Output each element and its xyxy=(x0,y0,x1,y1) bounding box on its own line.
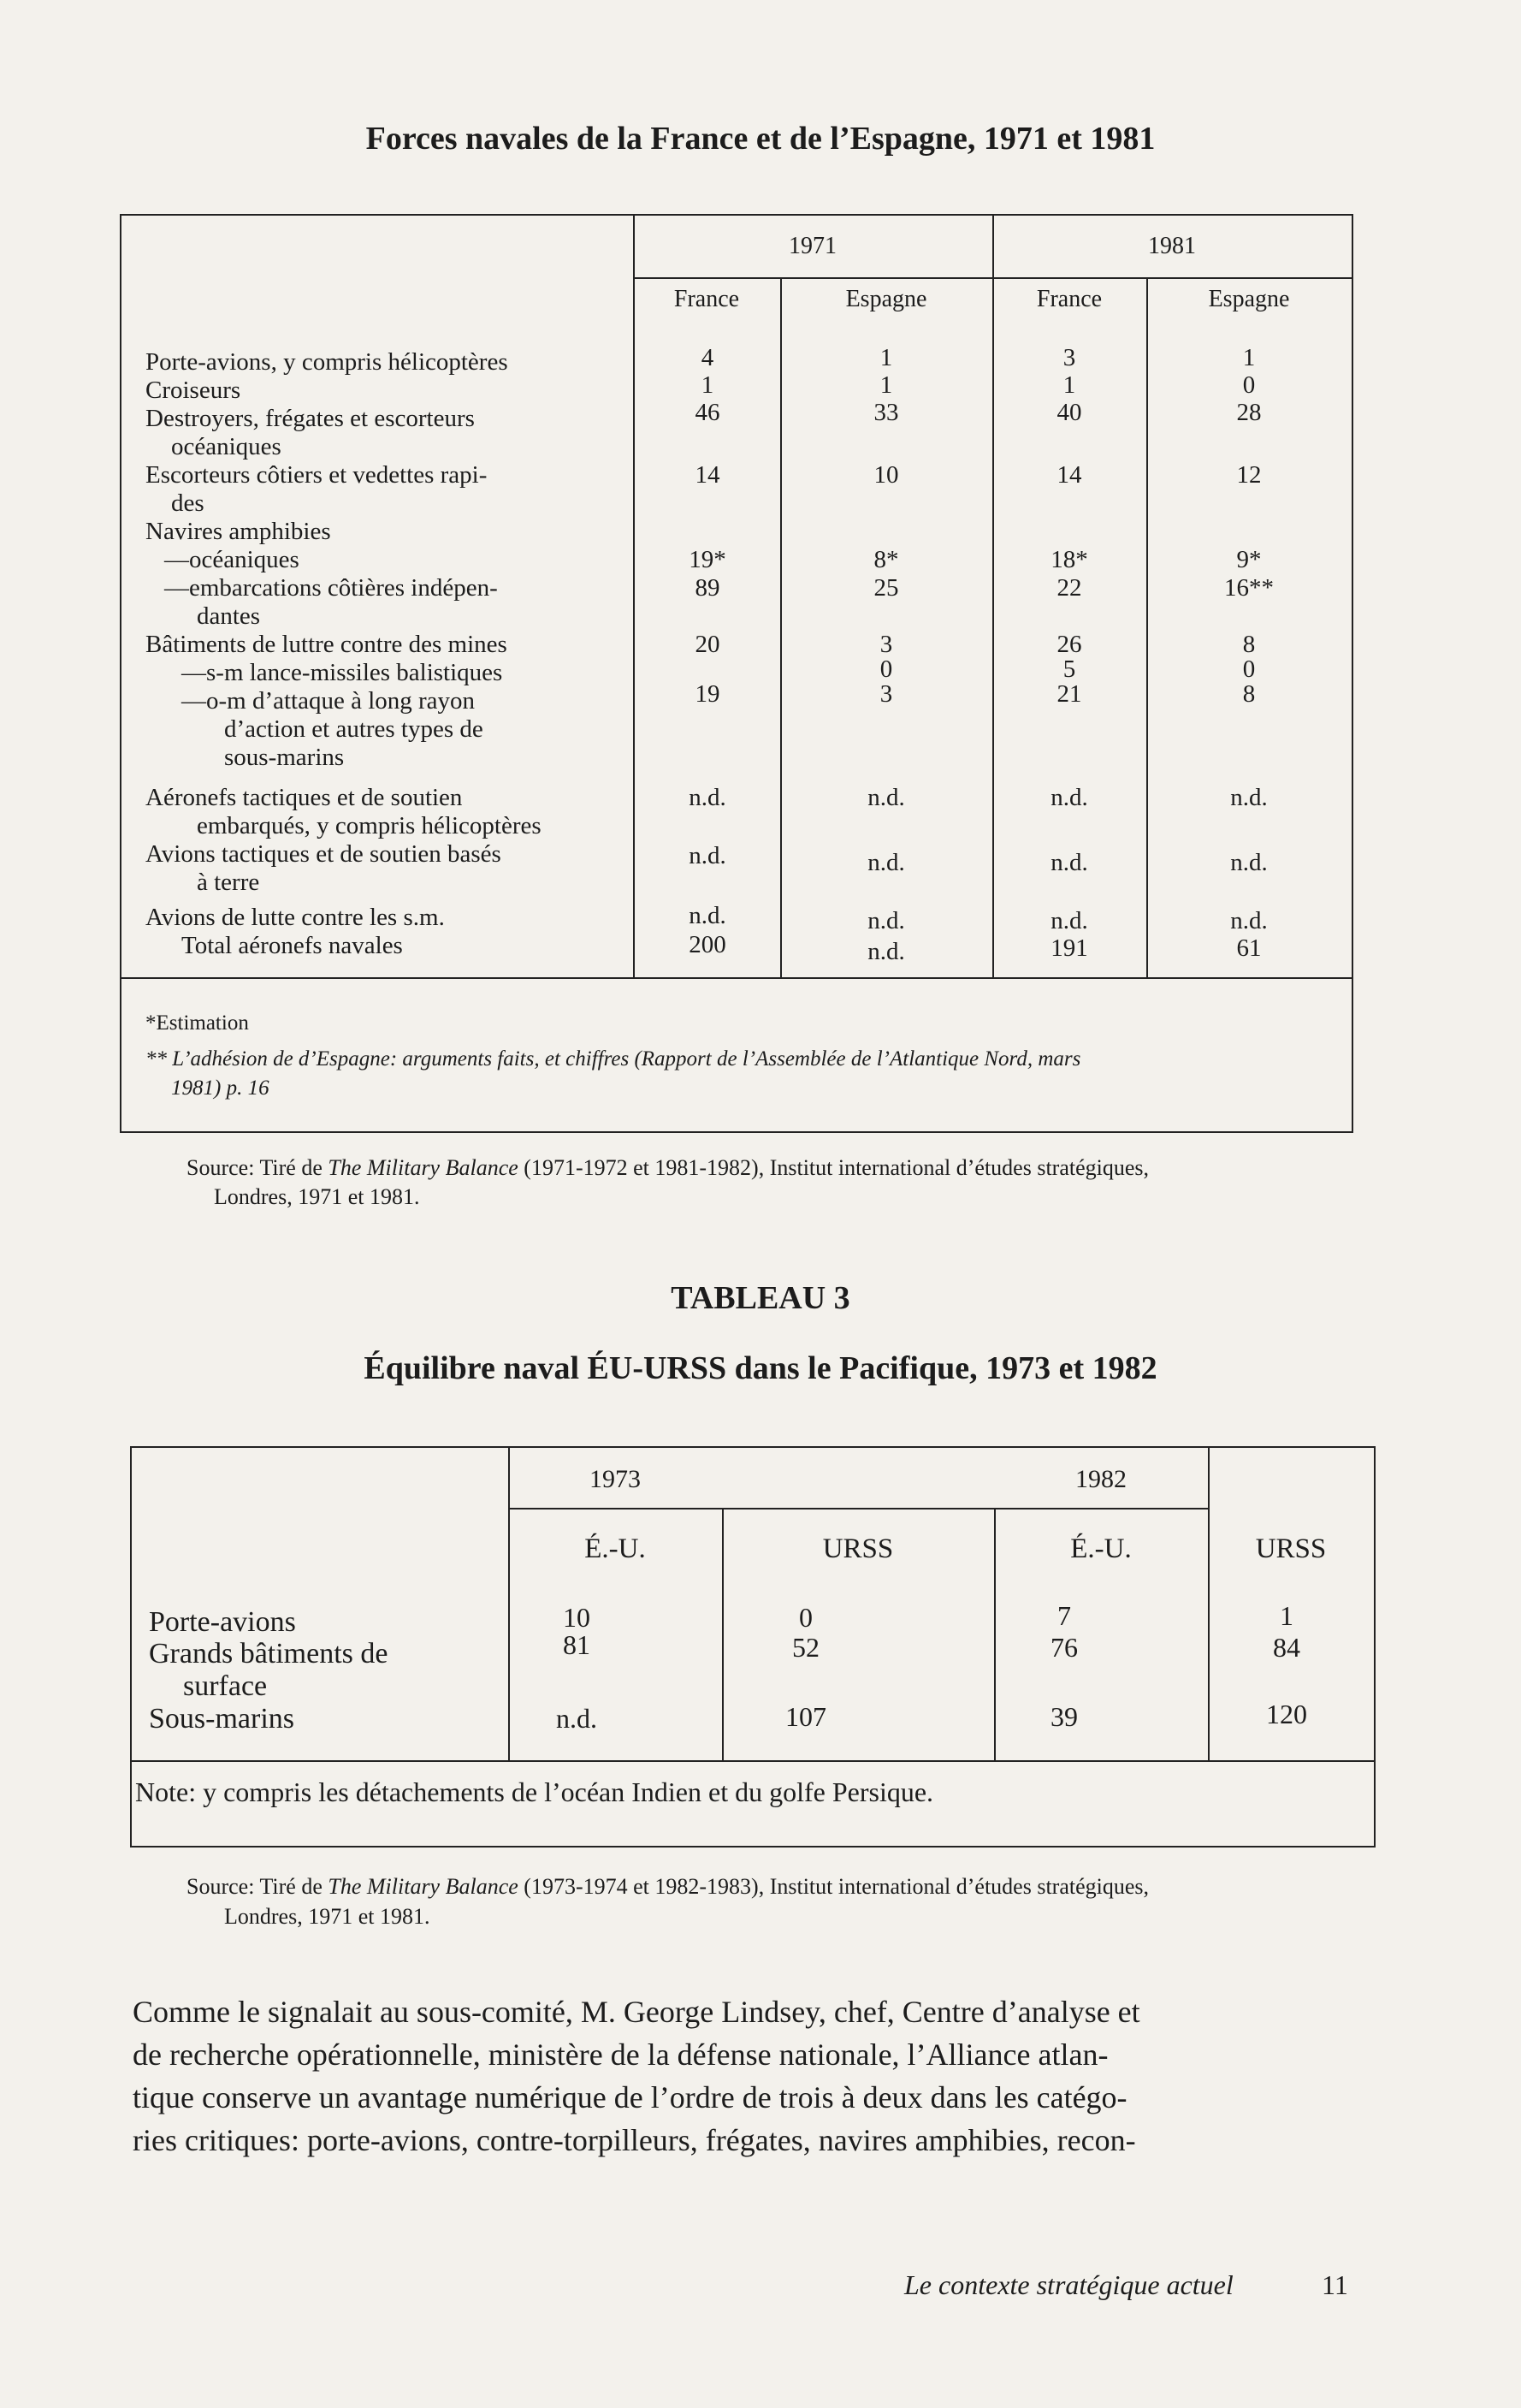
paragraph-line: ries critiques: porte-avions, contre-torpilleurs, frégates, navires amphibies, recon- xyxy=(133,2123,1136,2157)
cell: 8 xyxy=(1242,631,1256,658)
year-underline xyxy=(508,1508,1208,1509)
paragraph-line: de recherche opérationnelle, ministère de la défense nationale, l’Alliance atlan- xyxy=(133,2037,1109,2072)
col-divider xyxy=(1146,277,1148,977)
cell: n.d. xyxy=(867,784,905,811)
cell: 18* xyxy=(1050,546,1088,573)
row-label: Escorteurs côtiers et vedettes rapi- xyxy=(145,461,488,489)
table2-note: Note: y compris les détachements de l’océan Indien et du golfe Persique. xyxy=(135,1776,934,1807)
cell: 3 xyxy=(1062,344,1076,371)
paragraph-line: Comme le signalait au sous-comité, M. George Lindsey, chef, Centre d’analyse et xyxy=(133,1995,1140,2029)
cell: 8* xyxy=(873,546,899,573)
cell: 89 xyxy=(695,574,720,602)
cell: 1 xyxy=(1280,1600,1293,1631)
cell: n.d. xyxy=(1050,784,1088,811)
cell: 0 xyxy=(879,655,893,683)
table1-source xyxy=(186,1155,1149,1181)
cell: n.d. xyxy=(1230,849,1268,876)
cell: 84 xyxy=(1273,1632,1300,1663)
cell: 0 xyxy=(1242,655,1256,683)
year-header-1981: 1981 xyxy=(1148,233,1196,259)
cell: n.d. xyxy=(867,907,905,934)
row-label: à terre xyxy=(197,869,260,896)
row-label: Destroyers, frégates et escorteurs xyxy=(145,405,475,432)
cell: n.d. xyxy=(1050,849,1088,876)
row-label: —océaniques xyxy=(164,546,299,573)
table-bottom-rule xyxy=(132,1760,1374,1762)
cell: 28 xyxy=(1236,399,1262,426)
year-header-1973: 1973 xyxy=(589,1465,641,1493)
cell: 12 xyxy=(1236,461,1262,489)
source-rest: (1971-1972 et 1981-1982), Institut international d’études stratégiques, xyxy=(524,1155,1150,1180)
cell: 5 xyxy=(1062,655,1076,683)
cell: 7 xyxy=(1057,1600,1071,1631)
row-label: Total aéronefs navales xyxy=(181,932,403,959)
cell: 191 xyxy=(1050,934,1088,962)
row-label: sous-marins xyxy=(224,744,345,771)
cell: 46 xyxy=(695,399,720,426)
source-prefix: Source: Tiré de xyxy=(186,1155,323,1180)
year-header-1971: 1971 xyxy=(789,233,837,259)
cell: 1 xyxy=(701,371,714,399)
col-urss-1982: URSS xyxy=(1255,1533,1327,1564)
row-label: embarqués, y compris hélicoptères xyxy=(197,812,542,839)
cell: 3 xyxy=(879,631,893,658)
cell: 8 xyxy=(1242,680,1256,708)
cell: 120 xyxy=(1266,1699,1307,1729)
cell: n.d. xyxy=(867,849,905,876)
year-header-1982: 1982 xyxy=(1075,1465,1127,1493)
cell: n.d. xyxy=(867,938,905,965)
cell: 52 xyxy=(792,1632,820,1663)
col-divider xyxy=(633,216,635,977)
row-label: Porte-avions, y compris hélicoptères xyxy=(145,348,508,376)
cell: 3 xyxy=(879,680,893,708)
cell: n.d. xyxy=(689,784,726,811)
year-underline xyxy=(633,277,1352,279)
note-estimation: *Estimation xyxy=(145,1011,249,1035)
cell: 40 xyxy=(1056,399,1082,426)
col-divider xyxy=(1208,1448,1210,1760)
cell: 61 xyxy=(1236,934,1262,962)
col-espagne-1971: Espagne xyxy=(845,286,927,312)
col-france-1971: France xyxy=(673,286,740,312)
cell: 10 xyxy=(563,1602,590,1633)
row-label: Croiseurs xyxy=(145,377,241,404)
row-label: —embarcations côtières indépen- xyxy=(164,574,498,602)
cell: 20 xyxy=(695,631,720,658)
row-label: Avions tactiques et de soutien basés xyxy=(145,840,501,868)
cell: 4 xyxy=(701,344,714,371)
cell: 14 xyxy=(1056,461,1082,489)
row-label: —o-m d’attaque à long rayon xyxy=(181,687,476,715)
cell: 33 xyxy=(873,399,899,426)
naval-forces-table xyxy=(120,214,1353,1133)
col-eu-1982: É.-U. xyxy=(1070,1533,1132,1564)
cell: 25 xyxy=(873,574,899,602)
cell: 14 xyxy=(695,461,720,489)
col-urss-1973: URSS xyxy=(822,1533,894,1564)
cell: 1 xyxy=(1242,344,1256,371)
note-espagne-line2: 1981) p. 16 xyxy=(171,1076,269,1100)
col-divider xyxy=(508,1448,510,1760)
paragraph-line: tique conserve un avantage numérique de l’ordre de trois à deux dans les catégo- xyxy=(133,2080,1127,2114)
row-label: Avions de lutte contre les s.m. xyxy=(145,904,445,931)
row-label: Sous-marins xyxy=(149,1703,294,1735)
cell: n.d. xyxy=(689,842,726,869)
table2-title: Équilibre naval ÉU-URSS dans le Pacifique, 1973 et 1982 xyxy=(364,1350,1157,1386)
cell: 19 xyxy=(695,680,720,708)
cell: 1 xyxy=(879,344,893,371)
table2-label: TABLEAU 3 xyxy=(671,1280,850,1316)
row-label: océaniques xyxy=(171,433,281,460)
cell: 16** xyxy=(1224,574,1274,602)
table1-title: Forces navales de la France et de l’Espagne, 1971 et 1981 xyxy=(365,121,1156,157)
row-label: d’action et autres types de xyxy=(224,715,483,743)
table-bottom-rule xyxy=(121,977,1352,979)
cell: n.d. xyxy=(556,1703,597,1734)
col-divider xyxy=(780,277,782,977)
cell: n.d. xyxy=(1230,907,1268,934)
cell: 10 xyxy=(873,461,899,489)
cell: 76 xyxy=(1050,1632,1078,1663)
cell: 22 xyxy=(1056,574,1082,602)
col-espagne-1981: Espagne xyxy=(1208,286,1290,312)
cell: 21 xyxy=(1056,680,1082,708)
note-espagne-line1: ** L’adhésion de d’Espagne: arguments faits, et chiffres (Rapport de l’Assemblée de l’Atlantique Nord, mars xyxy=(145,1047,1081,1071)
running-footer: Le contexte stratégique actuel xyxy=(904,2269,1234,2300)
cell: 26 xyxy=(1056,631,1082,658)
table2-source-line2: Londres, 1971 et 1981. xyxy=(224,1904,430,1929)
row-label: dantes xyxy=(197,602,261,630)
cell: 39 xyxy=(1050,1701,1078,1732)
cell: 1 xyxy=(1062,371,1076,399)
row-label: Navires amphibies xyxy=(145,518,331,545)
source-title: The Military Balance xyxy=(328,1155,518,1180)
cell: 0 xyxy=(1242,371,1256,399)
cell: n.d. xyxy=(689,902,726,929)
cell: 1 xyxy=(879,371,893,399)
cell: 200 xyxy=(689,931,726,958)
page-number: 11 xyxy=(1322,2269,1348,2300)
cell: 0 xyxy=(799,1602,813,1633)
row-label: Grands bâtiments de xyxy=(149,1638,388,1670)
cell: n.d. xyxy=(1050,907,1088,934)
source-prefix: Source: Tiré de xyxy=(186,1874,323,1899)
table1-source-line2: Londres, 1971 et 1981. xyxy=(214,1184,420,1209)
row-label: surface xyxy=(183,1670,268,1702)
source-rest: (1973-1974 et 1982-1983), Institut international d’études stratégiques, xyxy=(524,1874,1150,1899)
row-label: des xyxy=(171,489,204,517)
table2-source xyxy=(186,1874,1149,1900)
source-title: The Military Balance xyxy=(328,1874,518,1899)
cell: 81 xyxy=(563,1629,590,1660)
row-label: Porte-avions xyxy=(149,1606,296,1638)
col-divider xyxy=(992,216,994,977)
cell: 107 xyxy=(785,1701,826,1732)
cell: 19* xyxy=(689,546,726,573)
col-eu-1973: É.-U. xyxy=(584,1533,646,1564)
row-label: —s-m lance-missiles balistiques xyxy=(181,659,503,686)
cell: n.d. xyxy=(1230,784,1268,811)
cell: 9* xyxy=(1236,546,1262,573)
row-label: Aéronefs tactiques et de soutien xyxy=(145,784,463,811)
pacific-balance-table xyxy=(130,1446,1376,1848)
col-france-1981: France xyxy=(1036,286,1103,312)
row-label: Bâtiments de luttre contre des mines xyxy=(145,631,507,658)
